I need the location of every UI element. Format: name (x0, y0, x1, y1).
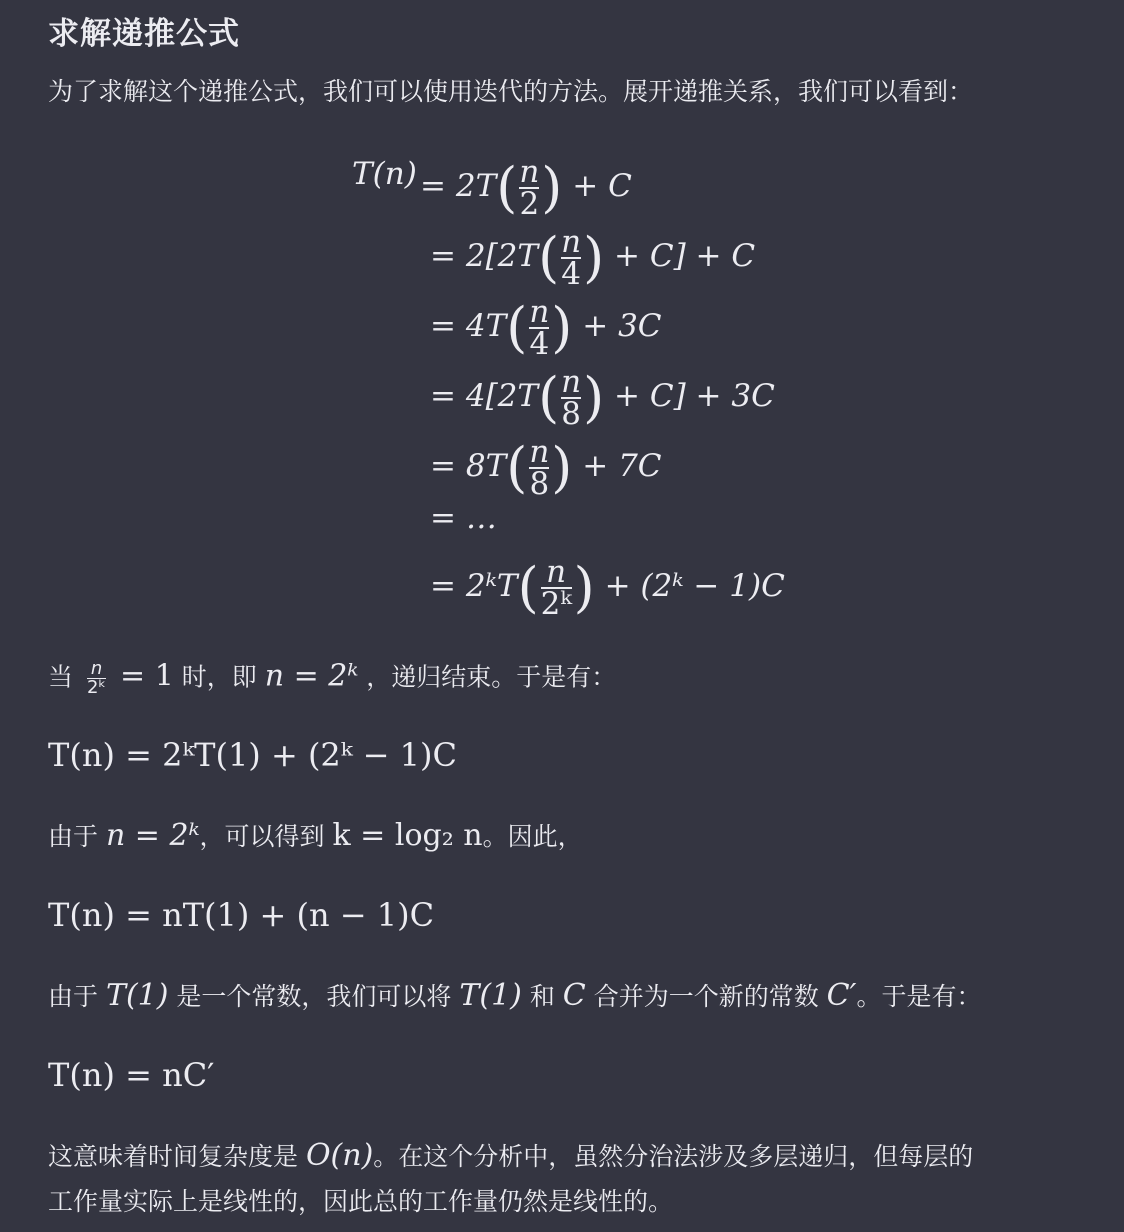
p1-fraction (87, 660, 106, 697)
term-prefix: 4[2T (465, 378, 539, 414)
derivation-line (430, 363, 775, 432)
conclusion-line-2: 工作量实际上是线性的，因此总的工作量仍然是线性的。 (48, 1187, 674, 1216)
p2-t2: ，可以得到 (199, 822, 333, 851)
term-suffix: + C (572, 168, 632, 204)
paragraph-base-case (48, 660, 616, 697)
term-suffix: + C] + 3C (614, 378, 775, 414)
right-paren: ) (583, 226, 605, 289)
p3-t4: 合并为一个新的常数 (585, 982, 827, 1011)
fraction-denominator: 4 (529, 325, 550, 362)
p1-mid: = 1 (120, 658, 174, 694)
derivation-lhs (352, 156, 417, 192)
equals-sign: = (430, 378, 456, 414)
p2-t1: 由于 (48, 822, 106, 851)
p3-m4: C′ (826, 978, 857, 1013)
derivation-line (430, 500, 497, 536)
p3-t1: 由于 (48, 982, 106, 1011)
right-paren: ) (583, 366, 605, 429)
fraction-denominator: 8 (561, 395, 581, 432)
lhs-text: T(n) (352, 156, 417, 192)
conclusion-a: 这意味着时间复杂度是 (48, 1142, 306, 1171)
fraction-numerator: n (561, 363, 582, 400)
equals-sign: = (430, 568, 456, 604)
p3-t2: 是一个常数，我们可以将 (168, 982, 460, 1011)
equals-sign: = (430, 308, 456, 344)
right-paren: ) (573, 556, 595, 619)
left-paren: ( (506, 436, 528, 499)
p3-t3: 和 (521, 982, 563, 1011)
p3-m1: T(1) (105, 978, 169, 1013)
fraction-denominator: 4 (561, 255, 581, 292)
term-prefix: … (465, 500, 497, 536)
derivation-line (430, 433, 662, 502)
conclusion-line-1 (48, 1140, 973, 1173)
derivation-line (430, 553, 785, 622)
term-prefix: 4T (465, 308, 507, 344)
right-paren: ) (551, 296, 573, 359)
left-paren: ( (538, 226, 560, 289)
term-prefix: 2ᵏT (465, 568, 518, 604)
fraction-denominator: 8 (529, 465, 550, 502)
paragraph-constant (48, 980, 981, 1013)
equals-sign: = (420, 168, 446, 204)
equation-2: T(n) = nT(1) + (n − 1)C (48, 896, 435, 934)
p2-m2: k = log₂ n (332, 818, 483, 853)
right-paren: ) (541, 156, 563, 219)
term-suffix: + 3C (582, 308, 662, 344)
fraction (561, 223, 582, 292)
equation-3: T(n) = nC′ (48, 1056, 215, 1094)
p2-m1: n = 2ᵏ (105, 818, 200, 853)
p1-frac-den: 2ᵏ (86, 677, 107, 698)
derivation-line (430, 293, 662, 362)
fraction-numerator: n (519, 153, 540, 190)
fraction-numerator: n (529, 433, 550, 470)
p1-before: 当 (48, 662, 74, 692)
p2-t3: 。因此， (482, 822, 583, 851)
fraction-numerator: n (546, 553, 567, 590)
p3-m3: C (562, 978, 586, 1013)
left-paren: ( (517, 556, 539, 619)
equals-sign: = (430, 238, 456, 274)
equation-1: T(n) = 2ᵏT(1) + (2ᵏ − 1)C (48, 736, 457, 774)
conclusion-math: O(n) (305, 1138, 374, 1173)
equals-sign: = (430, 448, 456, 484)
section-heading: 求解递推公式 (48, 16, 240, 52)
intro-paragraph: 为了求解这个递推公式，我们可以使用迭代的方法。展开递推关系，我们可以看到： (48, 77, 974, 106)
derivation-line (430, 223, 756, 292)
p1-frac-num: n (90, 658, 103, 679)
fraction (529, 293, 550, 362)
fraction-numerator: n (561, 223, 582, 260)
fraction-numerator: n (529, 293, 550, 330)
left-paren: ( (496, 156, 518, 219)
p1-text1: 时，即 (181, 662, 265, 692)
term-prefix: 8T (465, 448, 507, 484)
p3-t5: 。于是有： (856, 982, 982, 1011)
p1-eq: n = 2ᵏ (264, 658, 359, 694)
derivation-line (420, 153, 632, 222)
term-prefix: 2[2T (465, 238, 539, 274)
left-paren: ( (538, 366, 560, 429)
term-prefix: 2T (455, 168, 497, 204)
p3-m2: T(1) (459, 978, 522, 1013)
fraction (561, 363, 582, 432)
p1-text2: ，递归结束。于是有： (366, 662, 617, 692)
fraction (529, 433, 550, 502)
term-suffix: + 7C (582, 448, 662, 484)
conclusion-b: 。在这个分析中，虽然分治法涉及多层递归，但每层的 (373, 1142, 974, 1171)
paragraph-log (48, 820, 583, 853)
term-suffix: + (2ᵏ − 1)C (604, 568, 785, 604)
fraction (519, 153, 540, 222)
fraction (540, 553, 572, 622)
equals-sign: = (430, 500, 456, 536)
term-suffix: + C] + C (614, 238, 756, 274)
fraction-denominator: 2ᵏ (540, 585, 572, 622)
left-paren: ( (506, 296, 528, 359)
fraction-denominator: 2 (519, 185, 540, 222)
right-paren: ) (551, 436, 573, 499)
